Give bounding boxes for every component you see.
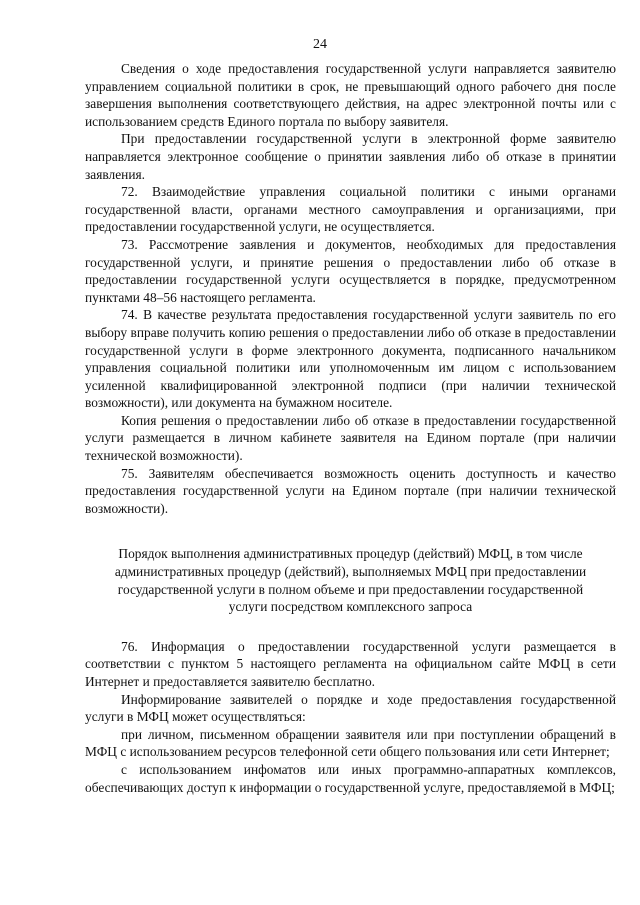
section-heading-line: государственной услуги в полном объеме и при предоставлении государственной [117, 581, 584, 597]
paragraph-personal-appeal: при личном, письменном обращении заявителя или при поступлении обращений в МФЦ с использованием ресурсов телефонной сети общего пользования или сети Интернет; [85, 726, 616, 760]
paragraph-infomats: с использованием инфоматов или иных программно-аппаратных комплексов, обеспечивающих доступ к информации о государственной услуге, предоставляемой в МФЦ; [85, 761, 616, 795]
paragraph-electronic-message: При предоставлении государственной услуги в электронной форме заявителю направляется электронное сообщение о принятии заявления либо об отказе в принятии заявления. [85, 131, 616, 182]
paragraph-status-info: Сведения о ходе предоставления государственной услуги направляется заявителю управлением социальной политики в срок, не превышающий одного рабочего дня после завершения выполнения соответствующего действия, на адрес электронной почты или с использованием средств Единого портала по выбору заявителя. [85, 61, 616, 129]
section-heading-line: Порядок выполнения административных процедур (действий) МФЦ, в том числе [118, 546, 583, 562]
paragraph-74: 74. В качестве результата предоставления государственной услуги заявитель по его выбору вправе получить копию решения о предоставлении либо об отказе в предоставлении государственной услуги в форме электронного документа, подписанного начальником управления социальной политики или уполномоченным им лицом с использованием усиленной квалифицированной электронной подписи (при наличии технической возможности), или документа на бумажном носителе. [85, 307, 616, 411]
section-heading-line: административных процедур (действий), выполняемых МФЦ при предоставлении [114, 564, 587, 580]
paragraph-informing: Информирование заявителей о порядке и ходе предоставления государственной услуги в МФЦ может осуществляться: [85, 691, 616, 725]
document-body [85, 60, 616, 796]
paragraph-copy-decision: Копия решения о предоставлении либо об отказе в предоставлении государственной услуги размещается в личном кабинете заявителя на Едином портале (при наличии технической возможности). [85, 412, 616, 464]
paragraph-72: 72. Взаимодействие управления социальной политики с иными органами государственной власти, органами местного самоуправления и организациями, при предоставлении государственной услуги, не осуществляется. [85, 184, 616, 235]
section-heading [85, 545, 616, 615]
page-number: 24 [313, 37, 327, 52]
section-heading-line: услуги посредством комплексного запроса [228, 599, 473, 615]
paragraph-75: 75. Заявителям обеспечивается возможность оценить доступность и качество предоставления государственной услуги на Едином портале (при наличии технической возможности). [85, 465, 616, 516]
paragraph-76: 76. Информация о предоставлении государственной услуги размещается в соответствии с пунктом 5 настоящего регламента на официальном сайте МФЦ в сети Интернет и предоставляется заявителю бесплатно. [85, 638, 616, 689]
paragraph-73: 73. Рассмотрение заявления и документов, необходимых для предоставления государственной услуги, и принятие решения о предоставлении либо об отказе в предоставлении государственной услуги осуществляется в порядке, предусмотренном пунктами 48–56 настоящего регламента. [85, 236, 616, 305]
